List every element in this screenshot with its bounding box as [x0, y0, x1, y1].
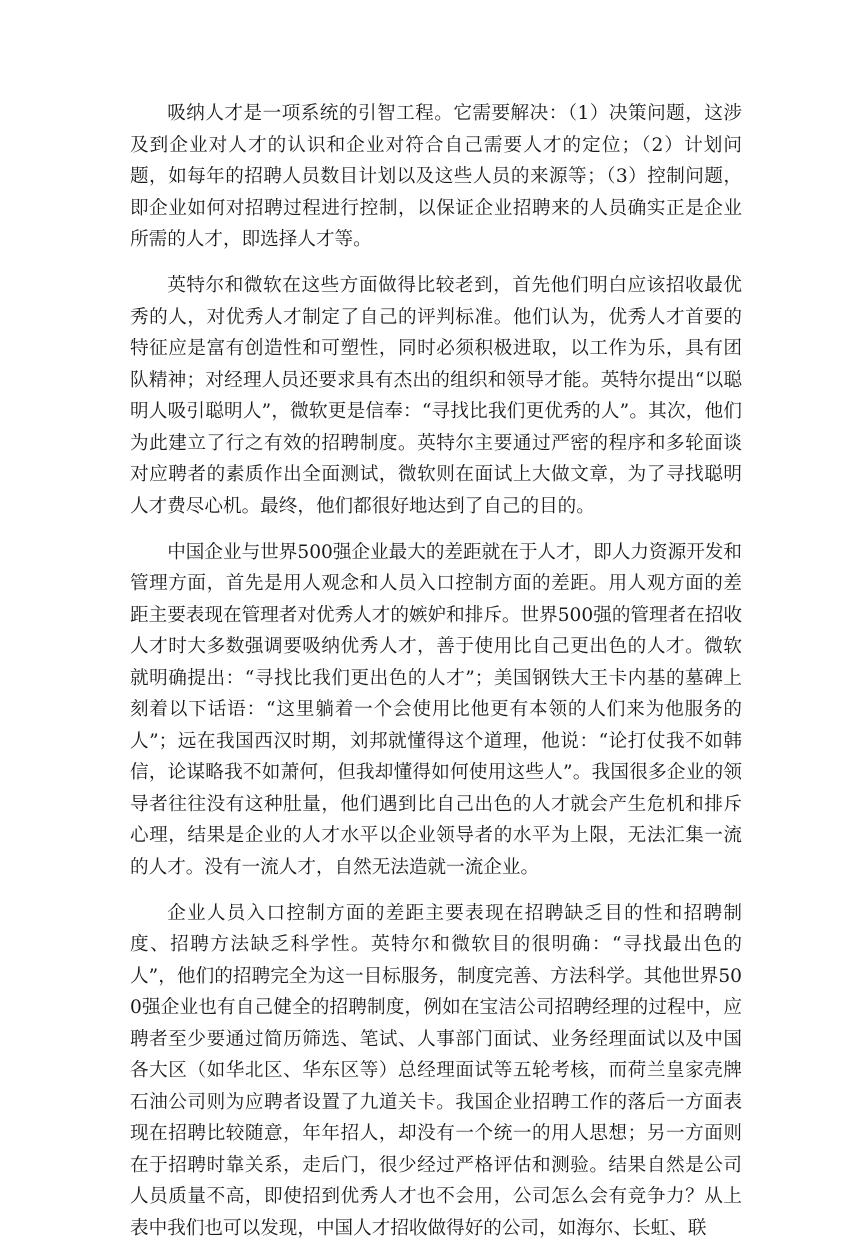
body-text [130, 98, 742, 1259]
paragraph-2: 英特尔和微软在这些方面做得比较老到，首先他们明白应该招收最优秀的人，对优秀人才制定了自己的评判标准。他们认为，优秀人才首要的特征应是富有创造性和可塑性，同时必须积极进取，以工作为乐，具有团队精神；对经理人员还要求具有杰出的组织和领导才能。英特尔提出“以聪明人吸引聪明人”，微软更是信奉：“寻找比我们更优秀的人”。其次，他们为此建立了行之有效的招聘制度。英特尔主要通过严密的程序和多轮面谈对应聘者的素质作出全面测试，微软则在面试上大做文章，为了寻找聪明人才费尽心机。最终，他们都很好地达到了自己的目的。 [130, 275, 742, 517]
paragraph-3: 中国企业与世界500强企业最大的差距就在于人才，即人力资源开发和管理方面，首先是用人观念和人员入口控制方面的差距。用人观方面的差距主要表现在管理者对优秀人才的嫉妒和排斥。世界500强的管理者在招收人才时大多数强调要吸纳优秀人才，善于使用比自己更出色的人才。微软就明确提出：“寻找比我们更出色的人才”；美国钢铁大王卡内基的墓碑上刻着以下话语：“这里躺着一个会使用比他更有本领的人们来为他服务的人”；远在我国西汉时期，刘邦就懂得这个道理，他说：“论打仗我不如韩信，论谋略我不如萧何，但我却懂得如何使用这些人”。我国很多企业的领导者往往没有这种肚量，他们遇到比自己出色的人才就会产生危机和排斥心理，结果是企业的人才水平以企业领导者的水平为上限，无法汇集一流的人才。没有一流人才，自然无法造就一流企业。 [130, 541, 742, 878]
paragraph-1: 吸纳人才是一项系统的引智工程。它需要解决：（1）决策问题，这涉及到企业对人才的认识和企业对符合自己需要人才的定位；（2）计划问题，如每年的招聘人员数目计划以及这些人员的来源等；（3）控制问题，即企业如何对招聘过程进行控制，以保证企业招聘来的人员确实正是企业所需的人才，即选择人才等。 [130, 103, 742, 250]
paragraph-4: 企业人员入口控制方面的差距主要表现在招聘缺乏目的性和招聘制度、招聘方法缺乏科学性。英特尔和微软目的很明确：“寻找最出色的人”，他们的招聘完全为这一目标服务，制度完善、方法科学。其他世界500强企业也有自己健全的招聘制度，例如在宝洁公司招聘经理的过程中，应聘者至少要通过简历筛选、笔试、人事部门面试、业务经理面试以及中国各大区（如华北区、华东区等）总经理面试等五轮考核，而荷兰皇家壳牌石油公司则为应聘者设置了九道关卡。我国企业招聘工作的落后一方面表现在招聘比较随意，年年招人，却没有一个统一的用人思想；另一方面则在于招聘时靠关系，走后门，很少经过严格评估和测验。结果自然是公司人员质量不高，即使招到优秀人才也不会用，公司怎么会有竞争力？从上表中我们也可以发现，中国人才招收做得好的公司，如海尔、长虹、联 [130, 902, 742, 1239]
